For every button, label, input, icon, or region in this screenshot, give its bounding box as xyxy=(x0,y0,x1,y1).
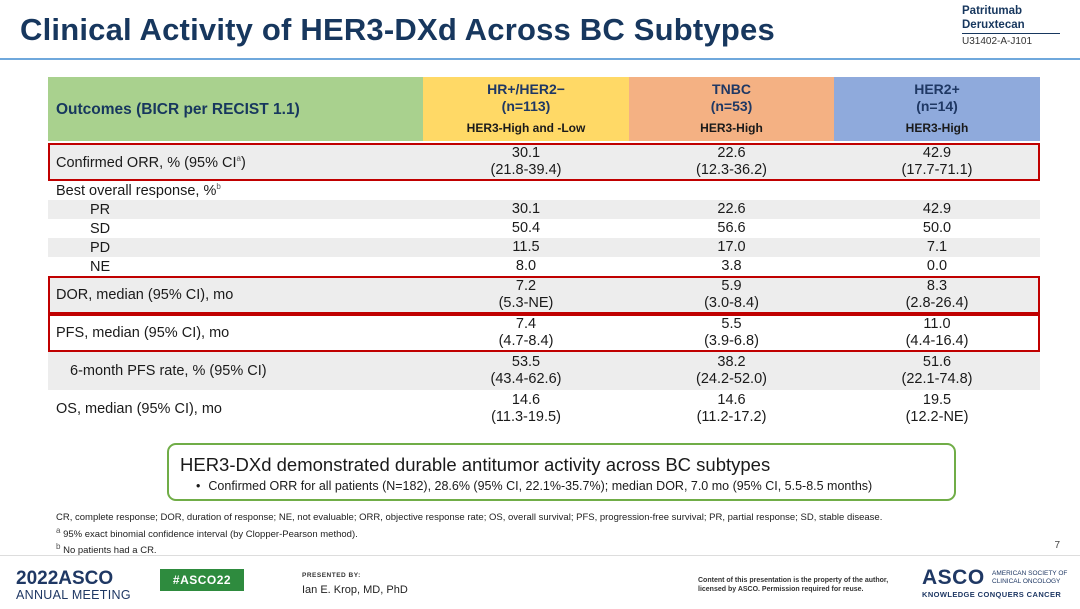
drug-label xyxy=(962,4,1060,49)
row-pd xyxy=(48,238,1040,257)
cell: 8.3 (2.8-26.4) xyxy=(905,278,969,311)
cell: 14.6 (11.3-19.5) xyxy=(491,392,561,425)
cell: 38.2 (24.2-52.0) xyxy=(696,354,767,387)
header-col-n: (n=113) xyxy=(501,98,551,114)
cell: 50.0 xyxy=(922,220,952,236)
cell: 53.5 (43.4-62.6) xyxy=(490,354,562,387)
cell: 30.1 xyxy=(511,201,541,217)
cell: 3.8 xyxy=(721,258,742,274)
footnote-a: $^a$ 95% exact binomial confidence interval (by Clopper-Pearson method). xyxy=(56,525,358,540)
header-tnbc xyxy=(629,77,834,141)
header-col-name: TNBC xyxy=(712,81,751,97)
page-number: 7 xyxy=(1054,540,1060,551)
cell: 7.2 (5.3-NE) xyxy=(498,278,554,311)
row-6-month-pfs xyxy=(48,352,1040,390)
hashtag-badge: #ASCO22 xyxy=(160,569,244,591)
cell: 22.6 (12.3-36.2) xyxy=(696,145,767,178)
row-label: NE xyxy=(90,258,111,275)
cell: 0.0 xyxy=(926,258,948,274)
row-pr xyxy=(48,200,1040,219)
outcomes-table xyxy=(48,77,1040,428)
cell: 51.6 (22.1-74.8) xyxy=(901,354,973,387)
row-label: DOR, median (95% CI), mo xyxy=(56,287,234,303)
drug-name-line2: Deruxtecan xyxy=(962,19,1025,31)
header-col-sub: HER3-High xyxy=(905,121,969,135)
footnote-abbreviations: CR, complete response; DOR, duration of response; NE, not evaluable; ORR, objective response rate; OS, overall survival; PFS, progression-free survival; PR, partial response; SD, stable disease. xyxy=(56,512,883,523)
cell: 11.5 xyxy=(512,239,540,255)
header-col-n: (n=14) xyxy=(916,98,958,114)
key-message-headline: HER3-DXd demonstrated durable antitumor activity across BC subtypes xyxy=(180,454,771,475)
row-label: SD xyxy=(90,220,111,237)
footer-bar xyxy=(0,555,1080,609)
cell: 22.6 xyxy=(717,201,746,217)
presenter-name: Ian E. Krop, MD, PhD xyxy=(302,584,408,596)
drug-code: U31402-A-J101 xyxy=(962,33,1060,49)
table-header xyxy=(48,77,1040,141)
row-label: Confirmed ORR, % (95% $CI^a$) xyxy=(56,153,246,171)
footnote-b: $^b$ No patients had a CR. xyxy=(56,542,157,557)
cell: 56.6 xyxy=(717,220,746,236)
cell: 5.9 (3.0-8.4) xyxy=(704,278,759,311)
row-label: OS, median (95% CI), mo xyxy=(56,401,222,417)
cell: 7.1 xyxy=(926,239,948,255)
key-message-box xyxy=(167,443,956,501)
meeting-logo: 2022ASCO ANNUAL MEETING xyxy=(16,568,131,602)
header-col-sub: HER3-High xyxy=(700,121,763,135)
row-ne xyxy=(48,257,1040,276)
cell: 42.9 xyxy=(922,201,952,217)
header-hr-her2-neg xyxy=(423,77,629,141)
presented-by-label: PRESENTED BY: xyxy=(302,572,361,579)
row-confirmed-orr xyxy=(48,143,1040,181)
row-dor xyxy=(48,276,1040,314)
cell: 42.9 (17.7-71.1) xyxy=(901,145,973,178)
bullet-icon: • xyxy=(196,479,201,493)
header-col-n: (n=53) xyxy=(710,98,753,114)
cell: 17.0 xyxy=(717,239,746,255)
row-label: PR xyxy=(90,201,111,218)
title-divider xyxy=(0,58,1080,60)
header-her2-pos xyxy=(834,77,1040,141)
row-best-overall-response xyxy=(48,181,1040,200)
row-label: 6-month PFS rate, % (95% CI) xyxy=(70,363,267,379)
copyright-notice: Content of this presentation is the property of the author, licensed by ASCO. Permission required for reuse. xyxy=(698,577,889,593)
header-col-name: HER2+ xyxy=(914,81,960,97)
cell: 19.5 (12.2-NE) xyxy=(905,392,969,425)
slide-title: Clinical Activity of HER3-DXd Across BC Subtypes xyxy=(20,12,775,47)
footnote-mark: a xyxy=(236,153,241,163)
cell: 8.0 xyxy=(515,258,537,274)
key-message-bullet: • Confirmed ORR for all patients (N=182), 28.6% (95% CI, 22.1%-35.7%); median DOR, 7.0 mo (95% CI, 5.5-8.5 months) xyxy=(196,479,873,493)
asco-logo: ASCO AMERICAN SOCIETY OF CLINICAL ONCOLOGY KNOWLEDGE CONQUERS CANCER xyxy=(922,566,1068,599)
row-label: PD xyxy=(90,239,111,256)
row-pfs xyxy=(48,314,1040,352)
header-outcomes: Outcomes (BICR per RECIST 1.1) xyxy=(48,77,423,141)
header-col-name: HR+/HER2− xyxy=(487,81,565,97)
footnote-mark: b xyxy=(216,182,221,192)
cell: 50.4 xyxy=(511,220,541,236)
header-col-sub: HER3-High and -Low xyxy=(466,121,586,135)
cell: 14.6 (11.2-17.2) xyxy=(696,392,767,425)
cell: 30.1 (21.8-39.4) xyxy=(490,145,562,178)
row-label: PFS, median (95% CI), mo xyxy=(56,325,230,341)
drug-name-line1: Patritumab xyxy=(962,5,1023,17)
cell: 7.4 (4.7-8.4) xyxy=(498,316,554,349)
row-label: Best overall response, %$^b$ xyxy=(56,182,221,199)
cell: 11.0 (4.4-16.4) xyxy=(905,316,969,349)
row-os xyxy=(48,390,1040,428)
row-sd xyxy=(48,219,1040,238)
cell: 5.5 (3.9-6.8) xyxy=(704,316,759,349)
footnotes xyxy=(56,512,882,558)
